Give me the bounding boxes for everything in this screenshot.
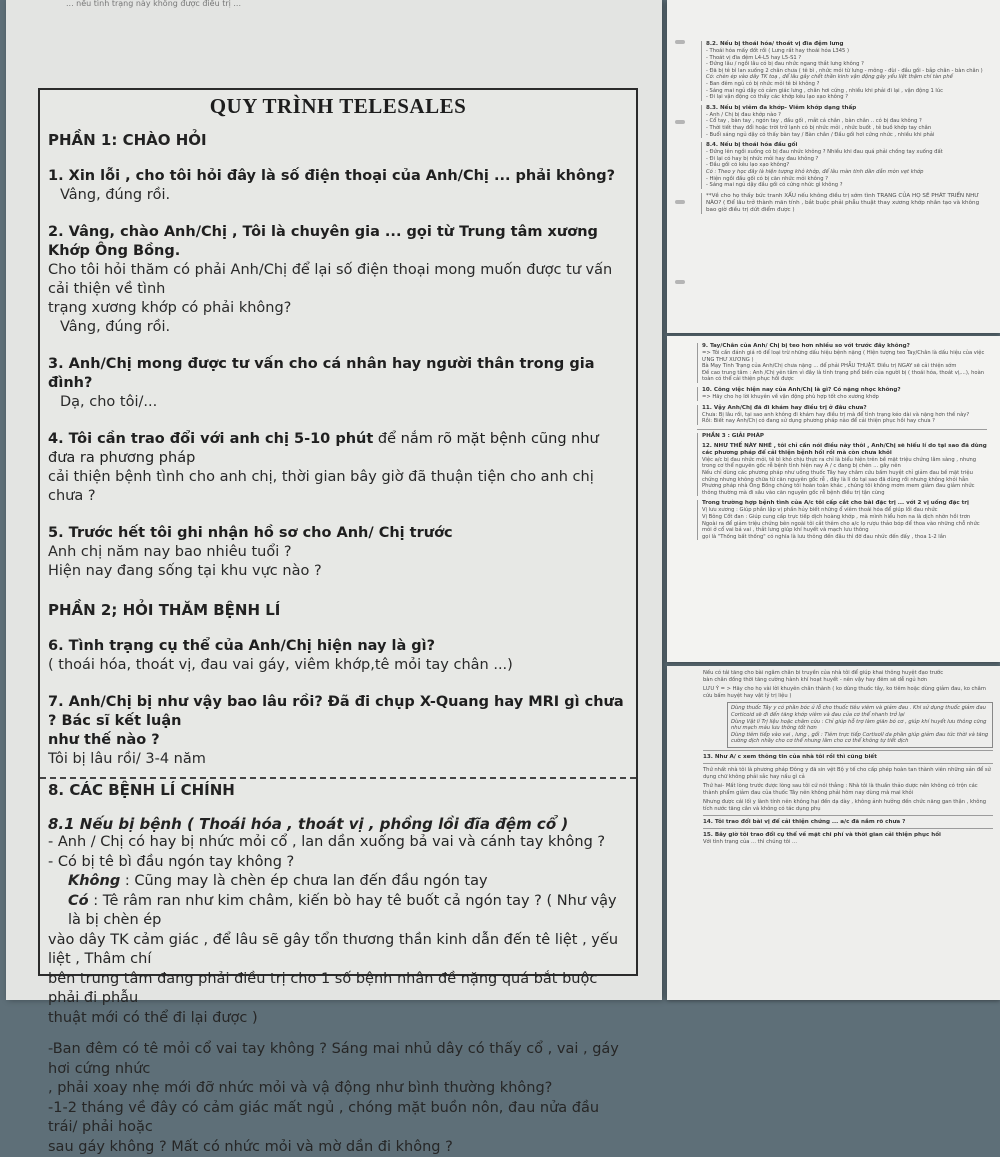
text-12-2: Phương pháp nhà Ông Bồng chúng tôi hoàn toàn khác , chúng tôi không mơm mem giảm đau giảm nhức thông thường mà đi sâu vào căn nguyên gốc rễ bệnh điều trị tận cùng	[702, 483, 987, 496]
right-page-top	[667, 0, 1000, 333]
section-heading-part1: PHẦN 1: CHÀO HỎI	[48, 131, 628, 149]
heading-12: 12. NHƯ THẾ NÀY NHÉ , tôi chỉ cần nói điều này thôi , Anh/Chị sẽ hiểu lí do tại sao đã dùng các phương pháp để cải thiện bệnh hồi rồi mà còn chưa khỏi	[702, 443, 987, 457]
heading-11: 11. Vậy Anh/Chị đã đi khám hay điều trị ở đâu chưa?	[702, 405, 987, 412]
question-4-continued: cải thiện bệnh tình cho anh chị, thời gian bây giờ đã thuận tiện cho anh chị chưa ?	[48, 468, 628, 506]
text-8-3-2: - Thời tiết thay đổi hoặc trời trở lạnh có bị nhức mỏi , nhức buốt , tê buồ khớp tay chân	[706, 125, 991, 132]
text-13-2: Nhưng được cái lối y lành tính nên không hại đến dạ dày , không ảnh hưởng đến chức năng gan thận , không tích nước tăng cân và không có tác dụng phụ	[703, 799, 993, 812]
text-13-0: Thứ nhất nhà tôi là phương pháp Đông y đã sin vệt Bộ y tế cho cấp phép hoàn tan thành viên những sản để sử dụng chữ không phải sắc hay nấu gì cả	[703, 767, 993, 780]
text-8-2-2: - Đứng lâu / ngồi lâu có bị đau nhức ngang thắt lưng không ?	[706, 61, 991, 68]
text-cont-0: Nếu có tái tăng cho bài ngâm chân bi truyền của nhà tôi để giúp khai thông huyệt đạo trước	[703, 670, 993, 677]
question-1: 1. Xin lỗi , cho tôi hỏi đây là số điện thoại của Anh/Chị ... phải không?	[48, 167, 628, 186]
heading-part3: PHẦN 3 : GIẢI PHÁP	[702, 433, 987, 440]
question-3: 3. Anh/Chị mong được tư vấn cho cá nhân hay người thân trong gia đình?	[48, 355, 628, 393]
sleep-symptom-line: -1-2 tháng về đây có cảm giác mất ngủ , chóng mặt buồn nôn, đau nửa đầu trái/ phải hoặc	[48, 1099, 628, 1138]
night-symptom-line: -Ban đêm có tê mỏi cổ vai tay không ? Sáng mai nhủ dây có thấy cổ , vai , gáy hơi cứng nhức	[48, 1040, 628, 1079]
text-treatment-3: gọi là "Thống bất thống" có nghĩa là lưu thông đến đâu thì đỡ đau nhức đến đấy , thoa 1-2 lần	[702, 534, 987, 541]
heading-8-3: 8.3. Nếu bị viêm đa khớp- Viêm khớp dạng thấp	[706, 105, 991, 112]
main-document-page	[6, 0, 662, 1000]
text-co: : Tê râm ran như kim châm, kiến bò hay tê buốt cả ngón tay ? ( Như vậy là bị chèn ép	[68, 893, 617, 929]
symptom-answer-yes	[48, 892, 628, 931]
heading-14: 14. Tôi trao đổi bài vị để cải thiện chứng ... a/c đã nắm rõ chưa ?	[703, 819, 993, 826]
text-8-4-3: Có : Theo y học đây là hiện tượng khô khớp, để lâu màn tinh dần dẫn mòn vẹt khớp	[706, 169, 991, 176]
symptom-answer-yes-3: bên trung tâm đang phải điều trị cho 1 số bệnh nhân đề nặng quá bắt buộc phải đi phẫu	[48, 970, 628, 1009]
symptom-answer-yes-2: vào dây TK cảm giác , để lâu sẽ gây tổn thương thần kinh dẫn đến tê liệt , yếu liệt , Thâm chí	[48, 931, 628, 970]
text-treatment-0: Vị lưu xương : Giúp phần lập vị phần hủy biết những ổ viêm thoái hóa để giúp lối đau nhức	[702, 507, 987, 514]
warning-note: **Về cho họ thấy bức tranh XẤU nếu không điều trị sớm tình TRẠNG CỦA HỌ SẼ PHÁT TRIỂN NHƯ NÀO? ( Để lâu trở thành mãn tính , bắt buộc phải phẫu thuật thay xương khớp nhân tạo và không bao giờ điều trị dứt điểm được )	[706, 193, 991, 214]
subsection-8-1: 8.1 Nếu bị bệnh ( Thoái hóa , thoát vị , phồng lồi đĩa đệm cổ )	[48, 815, 628, 833]
text-8-2-5: - Ban đêm ngủ có bị nhức mỏi tê bì không ?	[706, 81, 991, 88]
binder-ring	[675, 120, 685, 124]
text-10-0: => Hãy cho họ lời khuyên về vận động phù hợp tốt cho xương khớp	[702, 394, 987, 401]
question-2: 2. Vâng, chào Anh/Chị , Tôi là chuyên gia ... gọi từ Trung tâm xương Khớp Ông Bồng.	[48, 223, 628, 261]
question-7: 7. Anh/Chị bị như vậy bao lâu rồi? Đã đi chụp X-Quang hay MRI gì chưa ? Bác sĩ kết luận	[48, 693, 628, 731]
answer-6: ( thoái hóa, thoát vị, đau vai gáy, viêm khớp,tê mỏi tay chân ...)	[48, 656, 628, 675]
symptom-line-1: - Anh / Chị có hay bị nhức mỏi cổ , lan dần xuống bả vai và cánh tay không ?	[48, 833, 628, 853]
heading-9: 9. Tay/Chân của Anh/ Chị bị teo hơn nhiều so với trước đây không?	[702, 343, 987, 350]
text-8-2-4: Có: chèn ép vào dây TK toạ , để lâu gây chết thần kinh vận động gây yếu liệt thậm chí tàn phế	[706, 74, 991, 81]
question-4-bold: 4. Tôi cần trao đổi với anh chị 5-10 phút	[48, 431, 373, 447]
heading-treatment: Trong trường hợp bệnh tình của A/c tôi cấp cắt cho bài đặc trị ... với 2 vị uống đặc trị	[702, 500, 987, 507]
advice-2: Dùng tiêm tiếp vào vai , lưng , gối : Tiêm trực tiếp Cortisoll da phần giúp giảm đau tức thời và tăng cường dịch nhầy cho cơ thể nhưng lâm cho cơ thể không tự tiết dịch	[731, 732, 989, 745]
text-8-4-1: - Đi lại có hay bị nhức mỏi hay đau không ?	[706, 156, 991, 163]
answer-1: Vâng, đúng rồi.	[48, 186, 628, 205]
text-11-0: Chưa: Bị lâu rồi, tại sao anh không đi khám hay điều trị mà để tình trạng kéo dài và nặng hơn thế này?	[702, 412, 987, 419]
text-treatment-2: Ngoài ra để giảm triệu chứng bên ngoài tôi cắt thêm cho a/c lọ rượu thảo bóp để thoa vào những chỗ nhức mỏi ở cổ vai bả vai , thắt lưng giúp khí huyết và mạch lưu thông	[702, 521, 987, 534]
text-8-3-0: - Anh / Chị bị đau khớp nào ?	[706, 112, 991, 119]
label-co: Có	[68, 893, 89, 909]
question-2-continued-2: trạng xương khớp có phải không?	[48, 299, 628, 318]
text-8-2-6: - Sáng mai ngủ dậy có cảm giác lưng , chân hơi cứng , nhiều khi phải đi lại , vận động 1 lúc	[706, 88, 991, 95]
question-2-continued: Cho tôi hỏi thăm có phải Anh/Chị để lại số điện thoại mong muốn được tư vấn cải thiện về tình	[48, 261, 628, 299]
sleep-symptom-line-2: sau gáy không ? Mất có nhức mỏi và mờ dần đi không ?	[48, 1138, 628, 1157]
text-8-4-2: - Đầu gối có kêu lạo xạo không?	[706, 162, 991, 169]
heading-8-2: 8.2. Nếu bị thoái hóa/ thoát vị đĩa đệm lưng	[706, 41, 991, 48]
symptom-answer-yes-4: thuật mới có thể đi lại được )	[48, 1009, 628, 1029]
answer-3: Dạ, cho tôi/...	[48, 393, 628, 412]
text-treatment-1: Vị Bông Cốt đan : Giúp cung cấp trực tiếp dịch hoàng khớp , mà mình hiểu hơn na là dịch nhờn hồi trơn	[702, 514, 987, 521]
text-15-0: Với tình trạng của ... thì chúng tôi ...	[703, 839, 993, 846]
answer-2: Vâng, đúng rồi.	[48, 318, 628, 337]
heading-8-4: 8.4. Nếu bị thoái hóa đầu gối	[706, 142, 991, 149]
question-7-continued: như thế nào ?	[48, 731, 628, 750]
answer-7: Tôi bị lâu rồi/ 3-4 năm	[48, 750, 628, 769]
text-8-4-0: - Đứng lên ngồi xuống có bị đau nhức không ? Nhiều khi đau quá phải chống tay xuống đất	[706, 149, 991, 156]
binder-ring	[675, 200, 685, 204]
text-8-4-4: - Hiện ngồi đầu gối có bị căn nhức mỏi không ?	[706, 176, 991, 183]
question-4	[48, 430, 628, 468]
night-symptom-line-2: , phải xoay nhẹ mới đỡ nhức mỏi và vậ động như bình thường không?	[48, 1079, 628, 1099]
text-8-2-1: - Thoát vị đĩa đệm L4-L5 hay L5-S1 ?	[706, 55, 991, 62]
top-cutoff-text: ... nếu tình trạng này không được điều trị ...	[66, 0, 626, 14]
advice-0: Dùng thuốc Tây y có phần bóc ủ lỗ cho thuốc tiêu viêm và giảm đau . Khi sử dụng thuốc giảm đau Corticoid sẽ đi đến tăng khớp viêm và đau của cơ thể nhanh trở lại	[731, 705, 989, 718]
right-page-middle	[667, 336, 1000, 662]
question-5: 5. Trước hết tôi ghi nhận hồ sơ cho Anh/ Chị trước	[48, 524, 628, 543]
answer-5-area: Hiện nay đang sống tại khu vực nào ?	[48, 562, 628, 581]
symptom-line-2: - Có bị tê bì đầu ngón tay không ?	[48, 853, 628, 873]
heading-13: 13. Như A/ c xem thông tin của nhà tôi rồi thì cũng biết	[703, 754, 993, 761]
text-9-1: Bà Mạy Tính Trạng của Anh/Chị chưa nặng ... để phải PHẪU THUẬT. Điều trị NGAY sẽ cải thiện sớm	[702, 363, 987, 370]
text-cont-1: bàn chân đồng thời tăng cường hành khí hoạt huyết - nên vậy hay đêm sẽ dễ ngủ hơn	[703, 677, 993, 684]
text-khong: : Cũng may là chèn ép chưa lan đến đầu ngón tay	[120, 873, 487, 889]
heading-15: 15. Bây giờ tôi trao đổi cụ thể về mặt chi phí và thời gian cải thiện phục hồi	[703, 832, 993, 839]
heading-10: 10. Công việc hiện nay của Anh/Chị là gì? Có nặng nhọc không?	[702, 387, 987, 394]
binder-ring	[675, 280, 685, 284]
text-8-3-1: - Cổ tay , bàn tay , ngón tay , đầu gối , mắt cá chân , bàn chân .. có bị đau không ?	[706, 118, 991, 125]
text-8-2-0: - Thoái hóa mấy đốt rồi ( Lưng rất hay thoái hóa L345 )	[706, 48, 991, 55]
right-page-bottom	[667, 666, 1000, 1000]
document-title: QUY TRÌNH TELESALES	[48, 94, 628, 119]
advice-note: LƯU Ý = > Hãy cho họ vài lời khuyên chân thành ( ko dùng thuốc tây, ko tiêm hoặc dùng giảm đau, ko châm cứu bấm huyệt hay vật lý trị liệu )	[703, 686, 993, 699]
text-9-0: => Tôi cần đánh giá rõ để loại trừ những dấu hiệu bệnh nặng ( Hiện tượng teo Tay/Chân là dấu hiệu của việc ƯNG THƯ XƯƠNG )	[702, 350, 987, 363]
text-11-1: Rồi: Biết nay Anh/Chị có đang sử dụng phương pháp nào để cải thiện phục hồi hay chưa ?	[702, 418, 987, 425]
text-8-4-5: - Sáng mai ngủ dậy đầu gối có cứng nhức gì không ?	[706, 182, 991, 189]
label-khong: Không	[68, 873, 120, 889]
text-12-1: Nếu chỉ dùng các phương pháp như uống thuốc Tây hay châm cứu bấm huyệt chỉ giảm đau bề mặt triệu chứng nhưng không chữa từ căn nguyên gốc rễ , đây là lí do tại sao đã dùng rồi nhưng không khỏi hẳn	[702, 470, 987, 483]
text-13-1: Thứ hai- Mất lòng trước được lòng sau tôi cứ nói thẳng : Nhà tôi là thuần thảo dược nên không có trộn các thành phẩm giảm đau của thuốc Tây nên không phải hôm nay dùng mà mai khỏi	[703, 783, 993, 796]
document-frame	[38, 88, 638, 976]
advice-1: Dùng Vật lí Trị liệu hoặc châm cứu : Chỉ giúp hỗ trợ làm giãn bó cơ , giúp khí huyết lưu thông cũng như mạch máu lưu thông tốt hơn	[731, 719, 989, 732]
dashed-divider	[40, 777, 636, 779]
text-8-2-3: - Đã bị tê bì lan xuống 2 chân chưa ( tê bì , nhức mỏi từ lưng - mông - đùi - đầu gối - bắp chân - bàn chân )	[706, 68, 991, 75]
question-4-rest: để nắm rõ mặt bệnh cũng như đưa ra phương pháp	[48, 431, 599, 466]
text-9-2: Đề cao trung tâm : Anh /Chị yên tâm vì đây là tình trạng phổ biến của người bị ( thoái hóa, thoát vị,...), hoàn toàn có thể cải thiện phục hồi được	[702, 370, 987, 383]
answer-5-age: Anh chị năm nay bao nhiêu tuổi ?	[48, 543, 628, 562]
symptom-answer-no	[48, 872, 628, 892]
text-8-2-7: - Đi lại vận động có thấy các khớp kêu lạo xạo không ?	[706, 94, 991, 101]
section-heading-part8: 8. CÁC BỆNH LÍ CHÍNH	[48, 781, 628, 799]
text-12-0: Việc a/c bị đau nhức mỏi, tê bì khó chịu thực ra chỉ là biểu hiện trên bề mặt triệu chứng lâm sàng , nhưng trong cơ thể nguyên gốc rễ bệnh tình hiện nay A / c đang bị chèn ... gây nên	[702, 457, 987, 470]
text-8-3-3: - Buổi sáng ngủ dậy có thấy bàn tay / Bàn chân / Đầu gối hơi cứng nhức , nhiều khi phải	[706, 132, 991, 139]
question-6: 6. Tình trạng cụ thể của Anh/Chị hiện nay là gì?	[48, 637, 628, 656]
section-heading-part2: PHẦN 2; HỎI THĂM BỆNH LÍ	[48, 601, 628, 619]
binder-ring	[675, 40, 685, 44]
